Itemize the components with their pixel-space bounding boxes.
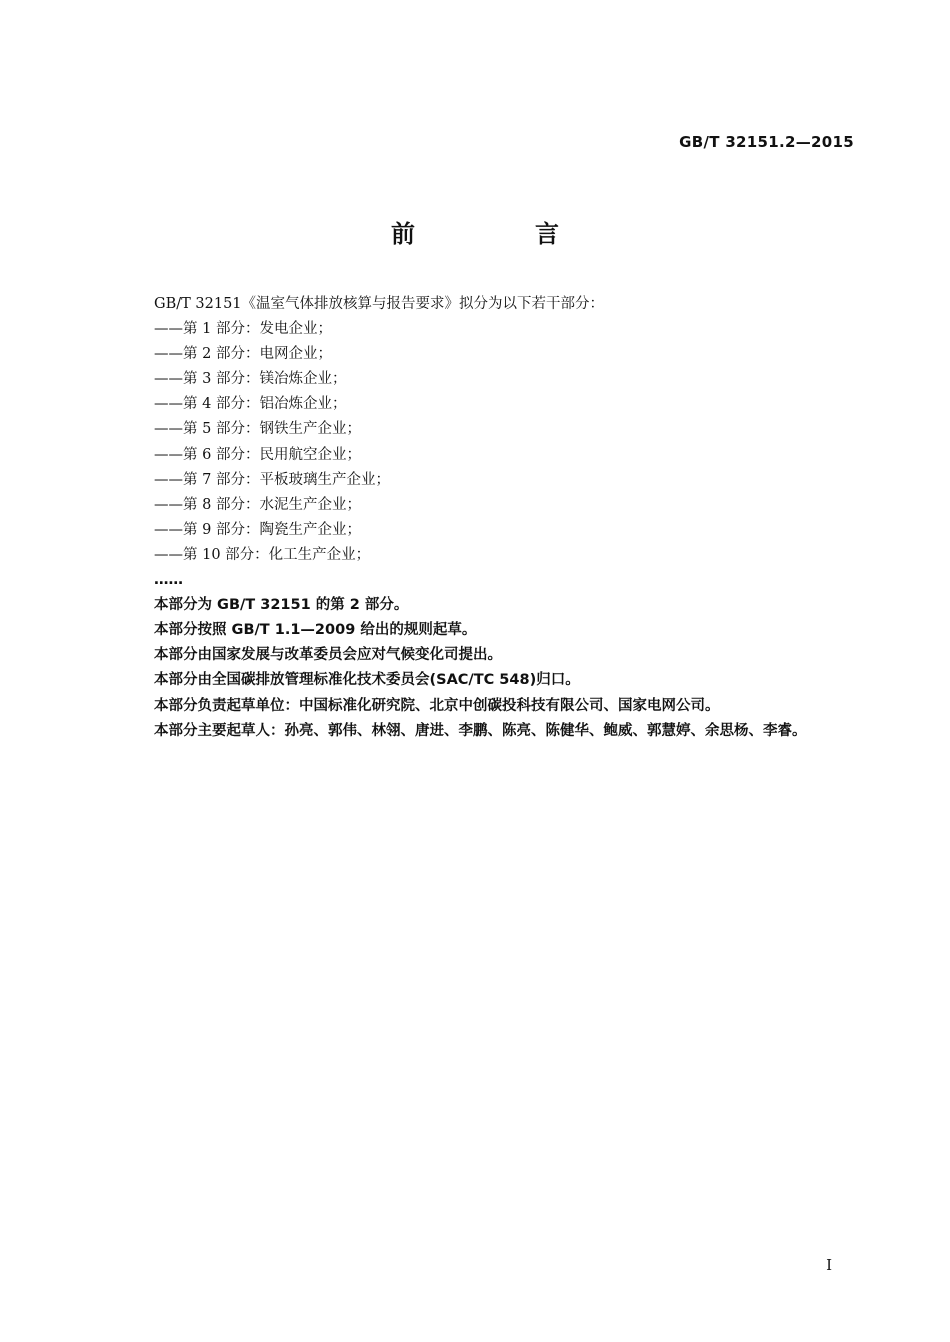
list-item-part-4: ——第 4 部分：铝冶炼企业； [154, 396, 347, 413]
list-item-part-7: ——第 7 部分：平板玻璃生产企业； [154, 471, 390, 488]
list-item-part-8: ——第 8 部分：水泥生产企业； [154, 496, 361, 513]
statement-drafting-rules: 本部分按照 GB/T 1.1—2009 给出的规则起草。 [154, 622, 477, 639]
preface-body [154, 292, 854, 744]
list-item-part-3: ——第 3 部分：镁冶炼企业； [154, 371, 347, 388]
statement-part-number: 本部分为 GB/T 32151 的第 2 部分。 [154, 597, 409, 614]
statement-committee: 本部分由全国碳排放管理标准化技术委员会(SAC/TC 548)归口。 [154, 672, 580, 689]
page-title: 前 言 [391, 220, 607, 248]
page-number: I [826, 1256, 832, 1274]
list-item-part-6: ——第 6 部分：民用航空企业； [154, 446, 361, 463]
statement-proposer: 本部分由国家发展与改革委员会应对气候变化司提出。 [154, 647, 502, 664]
statement-drafters: 本部分主要起草人：孙亮、郭伟、林翎、唐进、李鹏、陈亮、陈健华、鲍威、郭慧婷、余思杨、李睿。 [154, 722, 807, 739]
statement-drafting-units: 本部分负责起草单位：中国标准化研究院、北京中创碳投科技有限公司、国家电网公司。 [154, 697, 720, 714]
list-item-part-2: ——第 2 部分：电网企业； [154, 346, 332, 363]
list-item-part-9: ——第 9 部分：陶瓷生产企业； [154, 521, 361, 538]
list-item-part-5: ——第 5 部分：钢铁生产企业； [154, 421, 361, 438]
list-item-part-1: ——第 1 部分：发电企业； [154, 321, 332, 338]
list-item-part-10: ——第 10 部分：化工生产企业； [154, 546, 371, 563]
intro-paragraph: GB/T 32151《温室气体排放核算与报告要求》拟分为以下若干部分： [154, 296, 605, 312]
list-ellipsis: …… [154, 572, 183, 589]
document-code: GB/T 32151.2—2015 [679, 133, 854, 151]
